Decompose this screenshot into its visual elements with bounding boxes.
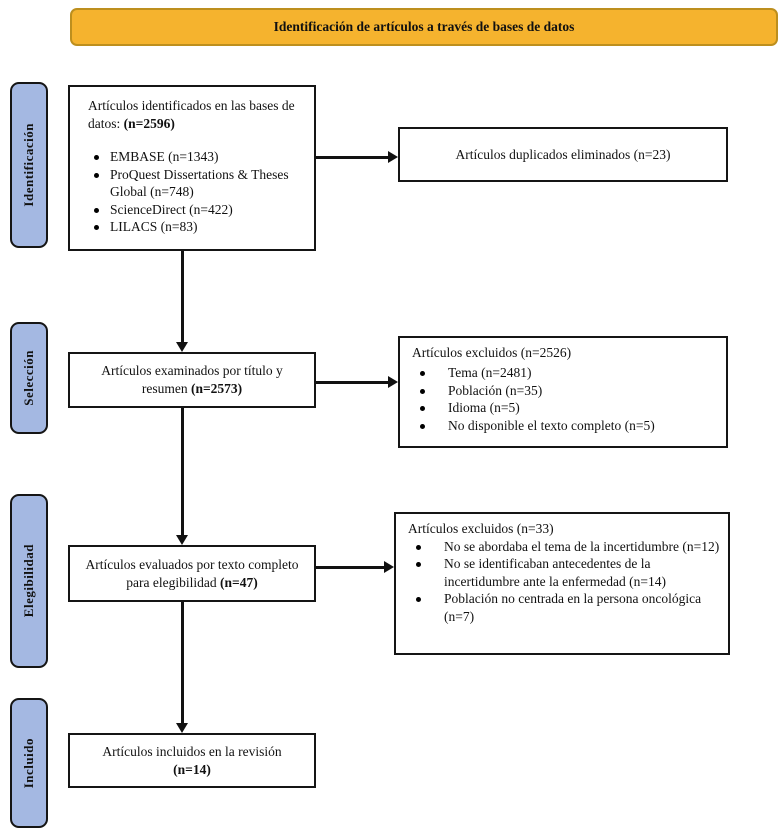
arrow-eligibility-to-included <box>176 602 188 733</box>
list-item: No se identificaban antecedentes de la incertidumbre ante la enfermedad (n=14) <box>408 555 720 590</box>
arrow-identified-to-duplicates <box>316 151 398 163</box>
arrow-line <box>316 156 389 159</box>
header-banner <box>70 8 778 46</box>
box-excluded-screening-title: Artículos excluidos (n=2526) <box>412 345 572 360</box>
arrow-line <box>181 408 184 536</box>
arrow-head-icon <box>384 561 394 573</box>
arrow-eligibility-to-excluded <box>316 561 394 573</box>
arrow-screened-to-excluded <box>316 376 398 388</box>
box-included-line1: Artículos incluidos en la revisión <box>102 743 282 759</box>
box-identified-title: Artículos identificados en las bases de datos: (n=2596) <box>88 98 295 131</box>
stage-label-text: Incluido <box>21 737 36 789</box>
box-included <box>68 733 316 788</box>
list-item: ProQuest Dissertations & Theses Global (n=748) <box>92 166 306 201</box>
list-item: EMBASE (n=1343) <box>92 148 306 166</box>
stage-label-incluido <box>10 698 48 828</box>
arrow-line <box>316 381 389 384</box>
exclusion-reason-list <box>408 538 720 626</box>
list-item: No disponible el texto completo (n=5) <box>412 417 718 435</box>
header-title: Identificación de artículos a través de bases de datos <box>273 19 575 34</box>
list-item: LILACS (n=83) <box>92 218 306 236</box>
box-duplicates-removed <box>398 127 728 182</box>
count-eligibility: (n=47) <box>220 574 258 590</box>
box-screened-text: Artículos examinados por título y resumen (n=2573) <box>101 363 283 396</box>
box-eligibility-text: Artículos evaluados por texto completo para elegibilidad (n=47) <box>85 556 299 590</box>
count-identified: (n=2596) <box>123 115 175 131</box>
exclusion-reason-list <box>412 364 718 434</box>
box-excluded-screening <box>398 336 728 448</box>
arrow-head-icon <box>176 723 188 733</box>
count-screened: (n=2573) <box>190 381 243 396</box>
stage-label-text: Identificación <box>21 123 36 207</box>
arrow-screened-to-eligibility <box>176 408 188 545</box>
box-excluded-eligibility <box>394 512 730 655</box>
list-item: Idioma (n=5) <box>412 399 718 417</box>
arrow-line <box>181 602 184 724</box>
list-item: Tema (n=2481) <box>412 364 718 382</box>
list-item: ScienceDirect (n=422) <box>92 201 306 219</box>
list-item: Población no centrada en la persona oncológica (n=7) <box>408 590 720 625</box>
arrow-head-icon <box>388 376 398 388</box>
stage-label-identificacion <box>10 82 48 248</box>
arrow-head-icon <box>176 342 188 352</box>
database-list <box>92 148 306 236</box>
stage-label-text: Selección <box>21 350 36 406</box>
box-screened <box>68 352 316 408</box>
arrow-line <box>181 251 184 343</box>
stage-label-text: Elegibilidad <box>21 544 36 618</box>
arrow-head-icon <box>388 151 398 163</box>
box-excluded-eligibility-title: Artículos excluidos (n=33) <box>408 521 554 536</box>
count-included: (n=14) <box>173 761 211 777</box>
arrow-head-icon <box>176 535 188 545</box>
list-item: Población (n=35) <box>412 382 718 400</box>
box-identified <box>68 85 316 251</box>
list-item: No se abordaba el tema de la incertidumbre (n=12) <box>408 538 720 556</box>
box-eligibility <box>68 545 316 602</box>
arrow-line <box>316 566 385 569</box>
stage-label-elegibilidad <box>10 494 48 668</box>
arrow-identified-to-screened <box>176 251 188 352</box>
stage-label-seleccion <box>10 322 48 434</box>
box-duplicates-text: Artículos duplicados eliminados (n=23) <box>455 146 671 162</box>
